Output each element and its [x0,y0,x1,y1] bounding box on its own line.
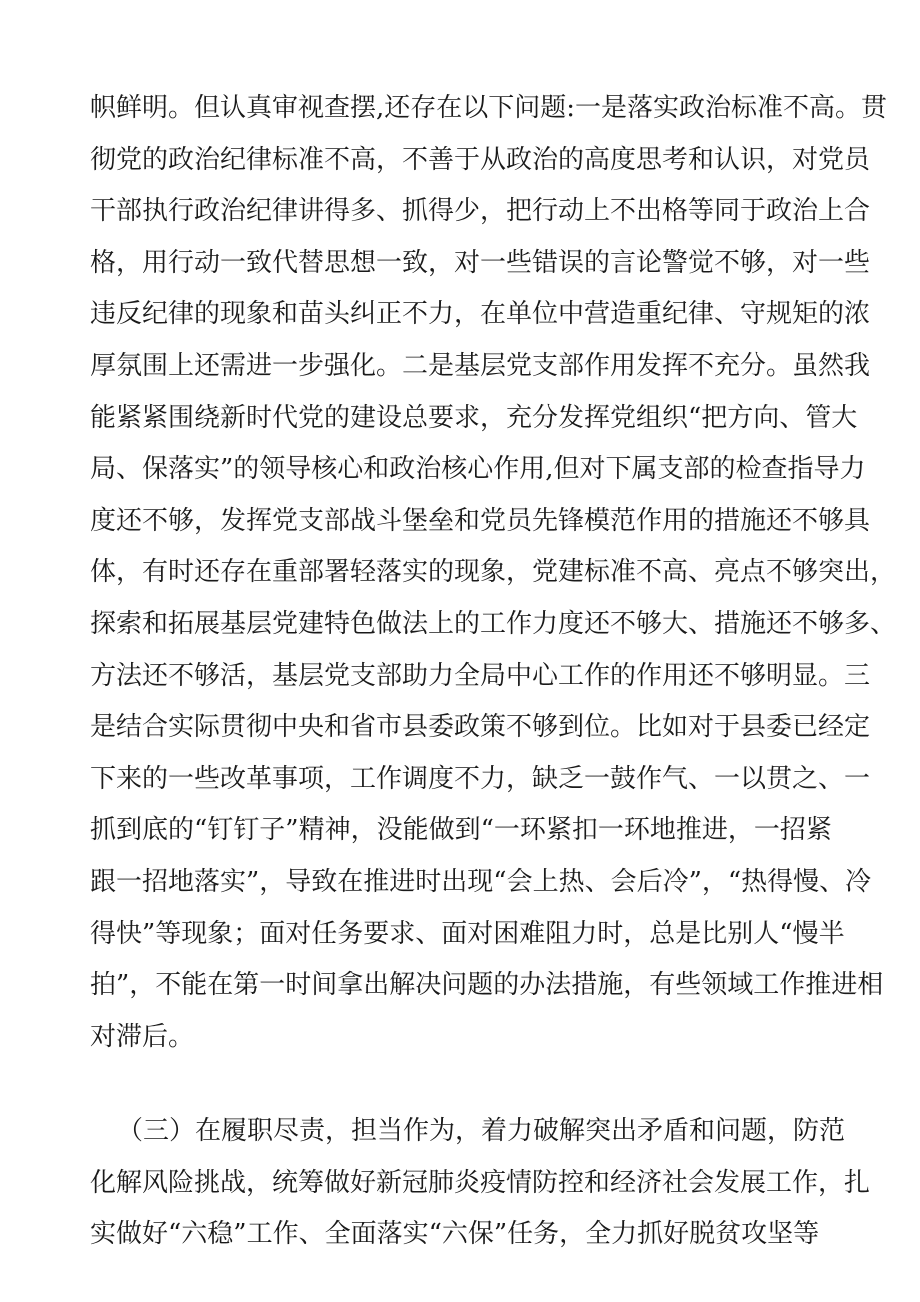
text-line [0,810,920,850]
text-line [0,604,920,644]
text-line [0,1214,920,1254]
line-text: 下来的一些改革事项，工作调度不力，缺乏一鼓作气、一以贯之、一 [90,764,871,794]
line-text: 局、保落实”的领导核心和政治核心作用,但对下属支部的检查指导力 [90,454,866,484]
line-text: 体，有时还存在重部署轻落实的现象，党建标准不高、亮点不够突出， [90,557,897,587]
text-line [0,552,920,592]
line-text: 格，用行动一致代替思想一致，对一些错误的言论警觉不够，对一些 [90,248,871,278]
line-text: 拍”，不能在第一时间拿出解决问题的办法措施，有些领域工作推进相 [90,970,884,1000]
line-text: 实做好“六稳”工作、全面落实“六保”任务，全力抓好脱贫攻坚等 [90,1219,820,1249]
text-line [0,346,920,386]
text-line [0,914,920,954]
line-text: 跟一招地落实”，导致在推进时出现“会上热、会后冷”，“热得慢、冷 [90,867,872,897]
text-line [0,656,920,696]
line-text: 是结合实际贯彻中央和省市县委政策不够到位。比如对于县委已经定 [90,712,871,742]
line-text: 度还不够，发挥党支部战斗堡垒和党员先锋模范作用的措施还不够具 [90,506,871,536]
line-text: （三）在履职尽责，担当作为，着力破解突出矛盾和问题，防范 [117,1116,846,1146]
line-text: 对滞后。 [90,1022,195,1052]
line-text: 探索和拓展基层党建特色做法上的工作力度还不够大、措施还不够多、 [90,609,897,639]
text-line [0,862,920,902]
line-text: 抓到底的“钉钉子”精神，没能做到“一环紧扣一环地推进，一招紧 [90,815,832,845]
text-line [0,707,920,747]
text-line [0,398,920,438]
text-line [0,501,920,541]
line-text: 违反纪律的现象和苗头纠正不力，在单位中营造重纪律、守规矩的浓 [90,299,871,329]
line-text: 方法还不够活，基层党支部助力全局中心工作的作用还不够明显。三 [90,661,871,691]
line-text: 彻党的政治纪律标准不高，不善于从政治的高度思考和认识，对党员 [90,145,871,175]
text-line [0,88,920,128]
text-line [0,965,920,1005]
line-text: 得快”等现象；面对任务要求、面对困难阻力时，总是比别人“慢半 [90,919,845,949]
text-line [0,759,920,799]
text-line [0,1111,920,1151]
line-text: 干部执行政治纪律讲得多、抓得少，把行动上不出格等同于政治上合 [90,196,871,226]
line-text: 化解风险挑战，统筹做好新冠肺炎疫情防控和经济社会发展工作，扎 [90,1168,871,1198]
line-text: 帜鲜明。但认真审视查摆,还存在以下问题:一是落实政治标准不高。贯 [90,93,888,123]
text-line [0,140,920,180]
text-line [0,1163,920,1203]
line-text: 能紧紧围绕新时代党的建设总要求，充分发挥党组织“把方向、管大 [90,403,858,433]
text-line [0,1017,920,1057]
text-line [0,294,920,334]
line-text: 厚氛围上还需进一步强化。二是基层党支部作用发挥不充分。虽然我 [90,351,871,381]
text-line [0,191,920,231]
text-line [0,243,920,283]
text-line [0,449,920,489]
